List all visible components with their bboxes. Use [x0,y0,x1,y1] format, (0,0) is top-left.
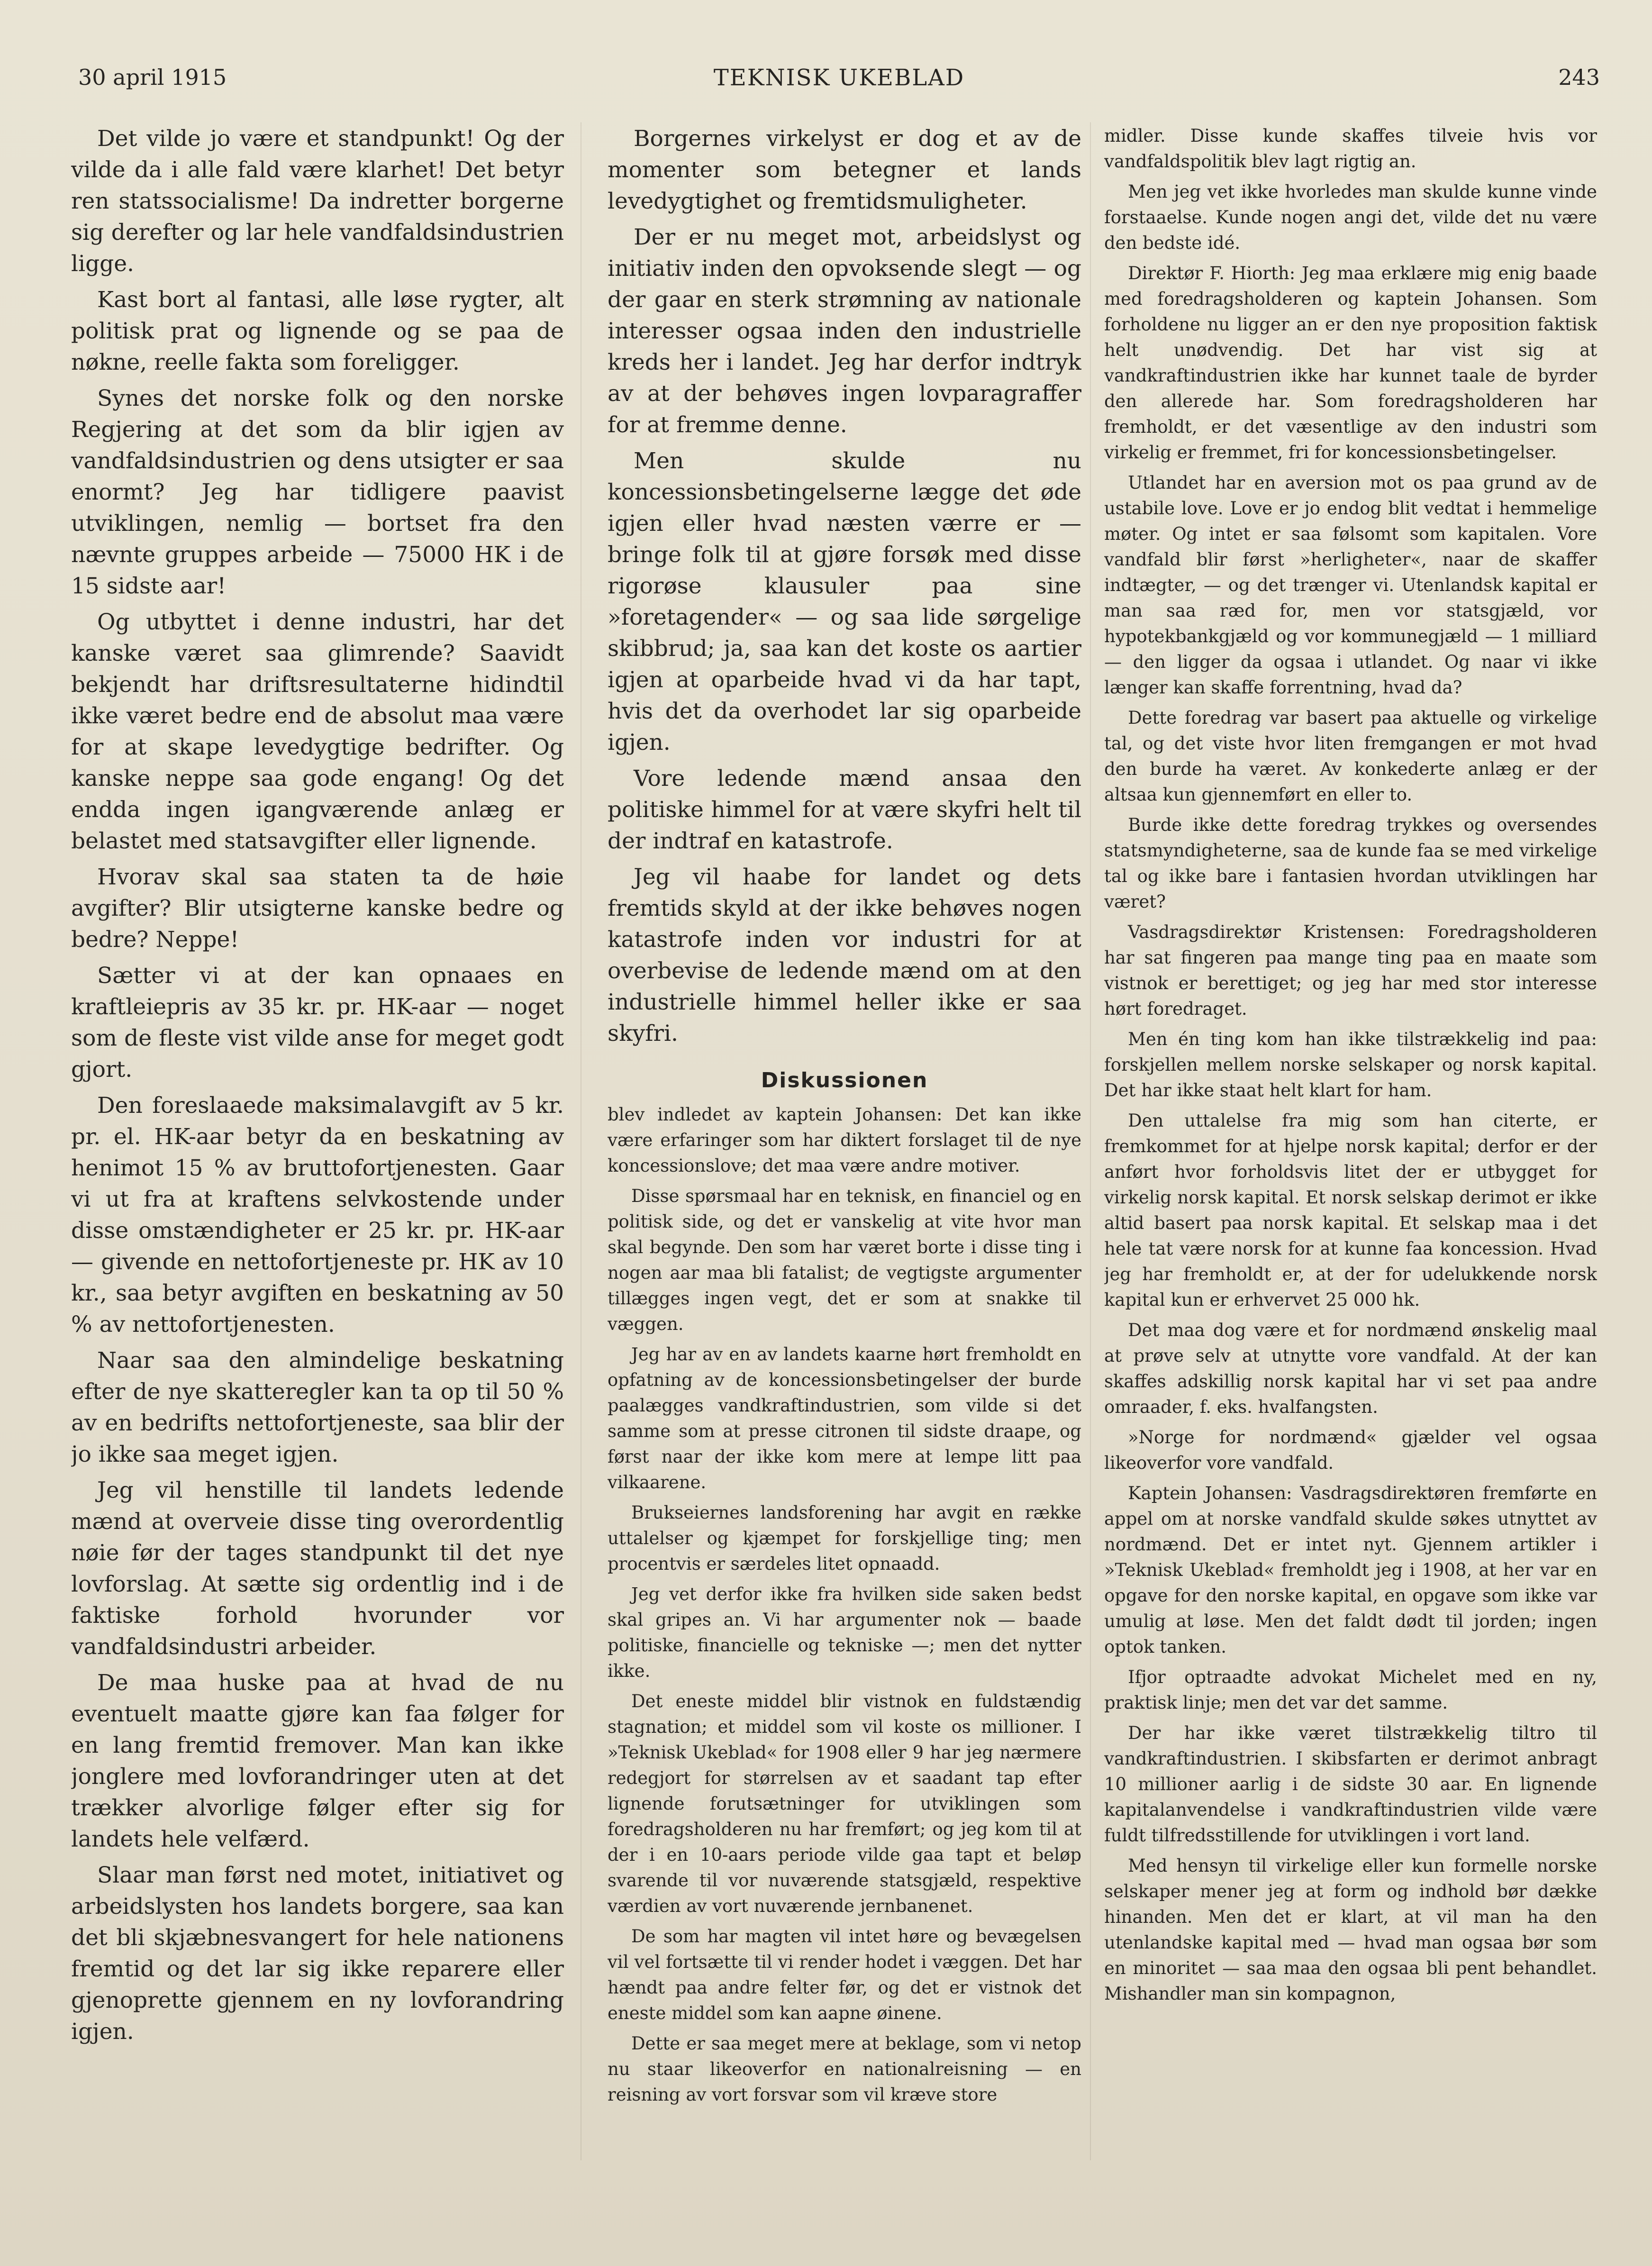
paragraph: Jeg har av en av landets kaarne hørt fremholdt en opfatning av de koncessionsbetingelser der burde paalægges vandkraftindustrien, som vilde si det samme som at presse citronen til sidste draape, og først naar der ikke kom mere at lempe litt paa vilkaarene. [608,1344,1081,1492]
paragraph: Jeg vet derfor ikke fra hvilken side saken bedst skal gripes an. Vi har argumenter nok — baade politiske, financielle og tekniske —; men det nytter ikke. [608,1584,1081,1681]
header-page-number: 243 [1558,64,1600,90]
paragraph: Vasdragsdirektør Kristensen: Foredragsholderen har sat fingeren paa mange ting paa en maate som vistnok er berettiget; og jeg har med stor interesse hørt foredraget. [1104,922,1597,1019]
paragraph: Kaptein Johansen: Vasdragsdirektøren fremførte en appel om at norske vandfald skulde søkes utnyttet av nordmænd. Det er intet nyt. Gjennem artikler i »Teknisk Ukeblad« fremholdt jeg i 1908, at her var en opgave for den norske kapital, en opgave som ikke var umulig at løse. Men det faldt dødt til jorden; ingen optok tanken. [1104,1483,1597,1657]
discussion-heading: Diskussionen [761,1068,928,1092]
paragraph: De som har magten vil intet høre og bevægelsen vil vel fortsætte til vi render hodet i væggen. Det har hændt paa andre felter før, og det er vistnok det eneste middel som kan aapne øinene. [608,1926,1081,2023]
paragraph: Slaar man først ned motet, initiativet og arbeidslysten hos landets borgere, saa kan det bli skjæbnesvangert for hele nationens fremtid og det lar sig ikke reparere eller gjenoprette gjennem en ny lovforandring igjen. [71,1862,564,2045]
header-date: 30 april 1915 [78,64,227,90]
paragraph: »Norge for nordmænd« gjælder vel ogsaa likeoverfor vore vandfald. [1104,1427,1597,1473]
paragraph: Jeg vil henstille til landets ledende mænd at overveie disse ting overordentlig nøie før der tages standpunkt til det nye lovforslag. At sætte sig ordentlig ind i de faktiske forhold hvorunder vor vandfaldsindustri arbeider. [71,1477,564,1660]
paragraph: Der har ikke været tilstrækkelig tiltro til vandkraftindustrien. I skibsfarten er derimot anbragt 10 millioner aarlig i de sidste 30 aar. En lignende kapitalanvendelse i vandkraftindustrien vilde være fuldt tilfredsstillende for utviklingen i vort land. [1104,1723,1597,1846]
paragraph: Dette er saa meget mere at beklage, som vi netop nu staar likeoverfor en nationalreisning — en reisning av vort forsvar som vil kræve store [608,2033,1081,2105]
paragraph: Synes det norske folk og den norske Regjering at det som da blir igjen av vandfaldsindustrien og dens utsigter er saa enormt? Jeg har tidligere paavist utviklingen, nemlig — bortset fra den nævnte gruppes arbeide — 75000 HK i de 15 sidste aar! [71,385,564,599]
paragraph: De maa huske paa at hvad de nu eventuelt maatte gjøre kan faa følger for en lang fremtid fremover. Man kan ikke jonglere med lovforandringer uten at det trækker alvorlige følger efter sig for landets hele velfærd. [71,1670,564,1852]
paragraph: Og utbyttet i denne industri, har det kanske været saa glimrende? Saavidt bekjendt har driftsresultaterne hidindtil ikke været bedre end de absolut maa være for at skape levedygtige bedrifter. Og kanske neppe saa gode engang! Og det endda ingen igangværende anlæg er belastet med statsavgifter eller lignende. [71,609,564,854]
paragraph: Brukseiernes landsforening har avgit en række uttalelser og kjæmpet for forskjellige ting; men procentvis er særdeles litet opnaadd. [608,1502,1081,1574]
paragraph: Kast bort al fantasi, alle løse rygter, alt politisk prat og lignende og se paa de nøkne, reelle fakta som foreligger. [71,287,564,375]
paragraph: Den uttalelse fra mig som han citerte, er fremkommet for at hjelpe norsk kapital; derfor er der anført hvor forholdsvis litet der er utbygget for virkelig norsk kapital. Et norsk selskap derimot er ikke altid basert paa norsk kapital. Et selskap maa i det hele tat være norsk for at kunne faa koncession. Hvad jeg har fremholdt er, at der for udelukkende norsk kapital kun er erhvervet 25 000 hk. [1104,1110,1597,1310]
column-1 [71,123,564,2237]
paragraph: Hvorav skal saa staten ta de høie avgifter? Blir utsigterne kanske bedre og bedre? Neppe! [71,864,564,953]
paragraph: Den foreslaaede maksimalavgift av 5 kr. pr. el. HK-aar betyr da en beskatning av henimot 15 % av bruttofortjenesten. Gaar vi ut fra at kraftens selvkostende under disse omstændigheter er 25 kr. pr. HK-aar — givende en nettofortjeneste pr. HK av 10 kr., saa betyr avgiften en beskatning av 50 % av nettofortjenesten. [71,1092,564,1338]
paragraph: midler. Disse kunde skaffes tilveie hvis vor vandfaldspolitik blev lagt rigtig an. [1104,126,1597,172]
paragraph: Naar saa den almindelige beskatning efter de nye skatteregler kan ta op til 50 % av en bedrifts nettofortjeneste, saa blir der jo ikke saa meget igjen. [71,1347,564,1467]
paragraph: Der er nu meget mot, arbeidslyst og initiativ inden den opvoksende slegt — og der gaar en sterk strømning av nationale interesser ogsaa inden den industrielle kreds her i landet. Jeg har derfor indtryk av at der behøves ingen lovparagraffer for at fremme denne. [608,224,1081,438]
paragraph: Disse spørsmaal har en teknisk, en financiel og en politisk side, og det er vanskelig at vite hvor man skal begynde. Den som har været borte i disse ting i nogen aar maa bli fatalist; de vegtigste argumenter tillægges ingen vegt, det er som at snakke til væggen. [608,1186,1081,1334]
paragraph: Det maa dog være et for nordmænd ønskelig maal at prøve selv at utnytte vore vandfald. At der kan skaffes adskillig norsk kapital har vi set paa andre omraader, f. eks. hvalfangsten. [1104,1320,1597,1417]
paragraph: Med hensyn til virkelige eller kun formelle norske selskaper mener jeg at form og indhold bør dække hinanden. Men det er klart, at vil man ha den utenlandske kapital med — hvad man ogsaa bør som en minoritet — saa maa den ogsaa bli pent behandlet. Mishandler man sin kompagnon, [1104,1856,1597,2004]
column-2 [608,123,1081,2237]
paragraph: Det vilde jo være et standpunkt! Og der vilde da i alle fald være klarhet! Det betyr ren statssocialisme! Da indretter borgerne sig derefter og lar hele vandfaldsindustrien ligge. [71,126,564,277]
paragraph: Burde ikke dette foredrag trykkes og oversendes statsmyndigheterne, saa de kunde faa se med virkelige tal og ikke bare i fantasien hvordan utviklingen har været? [1104,815,1597,912]
paragraph: Sætter vi at der kan opnaaes en kraftleiepris av 35 kr. pr. HK-aar — noget som de fleste vist vilde anse for meget godt gjort. [71,963,564,1083]
paragraph: Vore ledende mænd ansaa den politiske himmel for at være skyfri helt til der indtraf en katastrofe. [608,765,1081,854]
column-3 [1104,123,1597,2237]
header-title: TEKNISK UKEBLAD [713,64,965,91]
paragraph: Ifjor optraadte advokat Michelet med en ny, praktisk linje; men det var det samme. [1104,1667,1597,1713]
paragraph: Utlandet har en aversion mot os paa grund av de ustabile love. Love er jo endog blit vedtat i hemmelige møter. Og intet er saa følsomt som kapitalen. Vore vandfald blir først »herligheter«, naar de skaffer indtægter, — og det trænger vi. Utenlandsk kapital er man saa ræd for, men vor statsgjæld, vor hypotekbankgjæld og vor kommunegjæld — 1 milliard — den ligger da ogsaa i utlandet. Og naar vi ikke længer kan skaffe forrentning, hvad da? [1104,473,1597,698]
column-rule [1090,122,1091,2160]
paragraph: Men skulde nu koncessionsbetingelserne lægge det øde igjen eller hvad næsten værre er — bringe folk til at gjøre forsøk med disse rigorøse klausuler paa sine »foretagender« — og saa lide sørgelige skibbrud; ja, saa kan det koste os aartier igjen at oparbeide hvad vi da har tapt, hvis det da overhodet lar sig oparbeide igjen. [608,448,1081,755]
page-header [78,56,1600,103]
paragraph: Men jeg vet ikke hvorledes man skulde kunne vinde forstaaelse. Kunde nogen angi det, vilde det nu være den bedste idé. [1104,182,1597,253]
paragraph: Det eneste middel blir vistnok en fuldstændig stagnation; et middel som vil koste os millioner. I »Teknisk Ukeblad« for 1908 eller 9 har jeg nærmere redegjort for størrelsen av et saadant tap efter lignende forutsætninger for utviklingen som foredragsholderen nu har fremført; og jeg kom til at der i en 10-aars periode vilde gaa tapt et beløp svarende til vor nuværende statsgjæld, respektive værdien av vort nuværende jernbanenet. [608,1691,1081,1916]
paragraph: Borgernes virkelyst er dog et av de momenter som betegner et lands levedygtighet og fremtidsmuligheter. [608,126,1081,214]
paragraph: Dette foredrag var basert paa aktuelle og virkelige tal, og det viste hvor liten fremgangen er mot hvad den burde ha været. Av konkederte anlæg er der altsaa kun gjennemført en eller to. [1104,708,1597,805]
discussion-text [608,1102,1081,2108]
paragraph: Jeg vil haabe for landet og dets fremtids skyld at der ikke behøves nogen katastrofe inden vor industri for at overbevise de ledende mænd om at den industrielle himmel heller ikke er saa skyfri. [608,864,1081,1047]
paragraph: blev indledet av kaptein Johansen: Det kan ikke være erfaringer som har diktert forslaget til de nye koncessionslove; det maa være andre motiver. [608,1104,1081,1176]
paragraph: Men én ting kom han ikke tilstrækkelig ind paa: forskjellen mellem norske selskaper og norsk kapital. Det har ikke staat helt klart for ham. [1104,1029,1597,1101]
column-2-main-text [608,123,1081,1049]
paragraph: Direktør F. Hiorth: Jeg maa erklære mig enig baade med foredragsholderen og kaptein Johansen. Som forholdene nu ligger an er den nye proposition faktisk helt unødvendig. Det har vist sig at vandkraftindustrien ikke har kunnet taale de byrder den allerede har. Som foredragsholderen har fremholdt, er det væsentlige av den industri som virkelig er fremmet, fri for koncessionsbetingelser. [1104,263,1597,463]
